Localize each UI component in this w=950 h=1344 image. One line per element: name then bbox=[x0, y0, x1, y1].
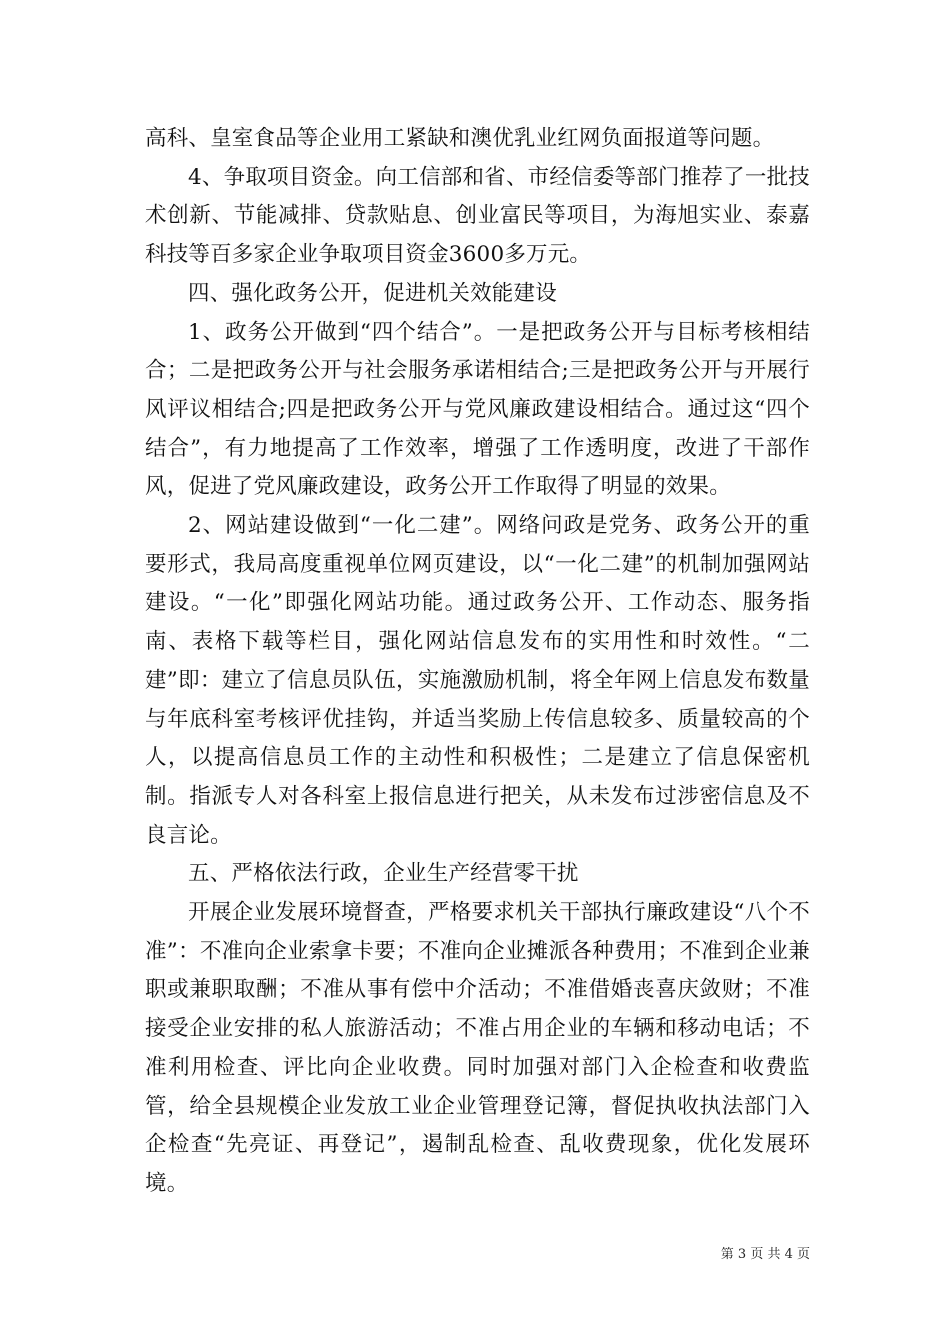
section-heading-five: 五、严格依法行政，企业生产经营零干扰 bbox=[188, 861, 579, 887]
paragraph-environment-inspection: 开展企业发展环境督查，严格要求机关干部执行廉政建设“八个不准”：不准向企业索拿卡要；不准向企业摊派各种费用；不准到企业兼职或兼职取酬；不准从事有偿中介活动；不准借婚丧喜庆敛财；不准接受企业安排的私人旅游活动；不准占用企业的车辆和移动电话；不准利用检查、评比向企业收费。同时加强对部门入企检查和收费监管，给全县规模企业发放工业企业管理登记簿，督促执收执法部门入企检查“先亮证、再登记”，遏制乱检查、乱收费现象，优化发展环境。 bbox=[145, 900, 810, 1196]
paragraph-website-building: 2、网站建设做到“一化二建”。网络问政是党务、政务公开的重要形式，我局高度重视单位网页建设，以“一化二建”的机制加强网站建设。“一化”即强化网站功能。通过政务公开、工作动态、服务指南、表格下载等栏目，强化网站信息发布的实用性和时效性。“二建”即：建立了信息员队伍，实施激励机制，将全年网上信息发布数量与年底科室考核评优挂钩，并适当奖励上传信息较多、质量较高的个人，以提高信息员工作的主动性和积极性；二是建立了信息保密机制。指派专人对各科室上报信息进行把关，从未发布过涉密信息及不良言论。 bbox=[145, 513, 810, 848]
paragraph-continuation: 高科、皇室食品等企业用工紧缺和澳优乳业红网负面报道等问题。 bbox=[145, 126, 775, 151]
section-heading-four: 四、强化政务公开，促进机关效能建设 bbox=[188, 280, 557, 306]
paragraph-project-funds: 4、争取项目资金。向工信部和省、市经信委等部门推荐了一批技术创新、节能减排、贷款贴息、创业富民等项目，为海旭实业、泰嘉科技等百多家企业争取项目资金3600多万元。 bbox=[145, 164, 810, 268]
document-body bbox=[145, 120, 810, 1204]
page-number-footer: 第 3 页 共 4 页 bbox=[720, 1247, 810, 1262]
paragraph-four-combinations: 1、政务公开做到“四个结合”。一是把政务公开与目标考核相结合；二是把政务公开与社会服务承诺相结合;三是把政务公开与开展行风评议相结合;四是把政务公开与党风廉政建设相结合。通过这“四个结合”，有力地提高了工作效率，增强了工作透明度，改进了干部作风，促进了党风廉政建设，政务公开工作取得了明显的效果。 bbox=[145, 319, 810, 500]
